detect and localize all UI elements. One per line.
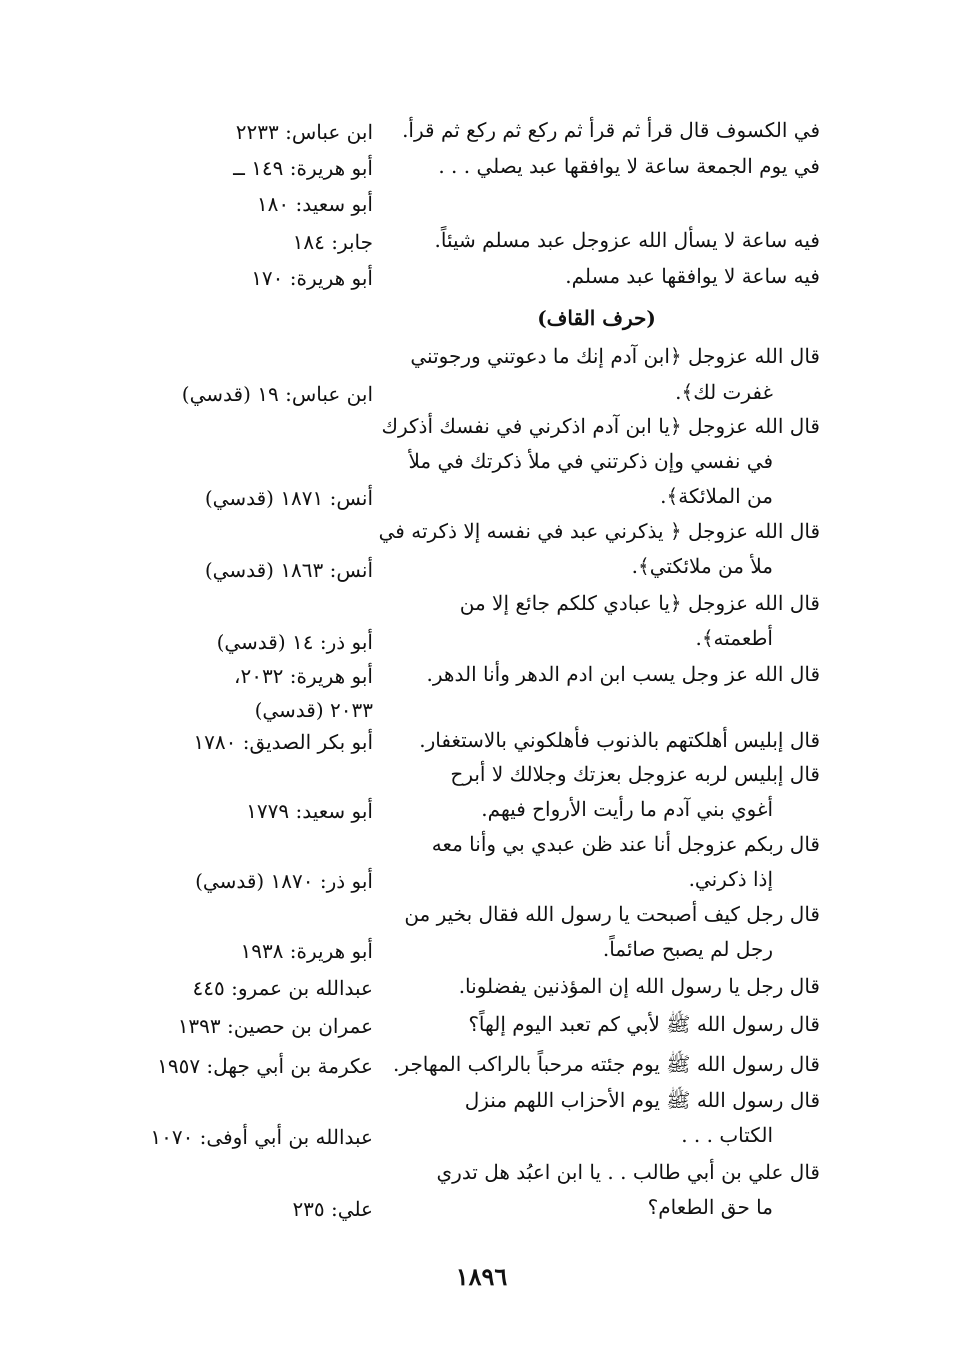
reference-entry: جابر: ١٨٤ <box>292 230 373 254</box>
reference-entry: عبدالله بن عمرو: ٤٤٥ <box>192 976 373 1000</box>
text-line: قال الله عزوجل ﴿يا عبادي كلكم جائع إلا من <box>459 591 820 615</box>
reference-entry: أبو هريرة: ١٧٠ <box>251 266 373 290</box>
text-line: في يوم الجمعة ساعة لا يوافقها عبد يصلي . . . <box>438 154 820 178</box>
text-line: قال علي بن أبي طالب . . يا ابن اعبُد هل تدري <box>436 1160 820 1184</box>
text-line: في الكسوف قال قرأ ثم قرأ ثم ركع ثم ركع ثم قرأ. <box>402 118 820 142</box>
reference-entry: أبو هريرة: ١٩٣٨ <box>240 939 373 963</box>
text-line: أطعمته﴾. <box>695 626 773 650</box>
text-line: قال ربكم عزوجل أنا عند ظن عبدي بي وأنا معه <box>431 832 820 856</box>
text-line: قال الله عزوجل ﴿ يذكرني عبد في نفسه إلا ذكرته في <box>378 519 820 543</box>
reference-entry: ابن عباس: ١٩ (قدسي) <box>181 382 373 406</box>
text-line: إذا ذكرني. <box>688 867 773 891</box>
text-line: أغوي بني آدم ما رأيت الأرواح فيهم. <box>481 797 773 821</box>
text-line: قال رسول الله ﷺ يوم الأحزاب اللهم منزل <box>464 1088 820 1112</box>
reference-entry: علي: ٢٣٥ <box>292 1197 373 1221</box>
reference-entry: عكرمة بن أبي جهل: ١٩٥٧ <box>157 1054 373 1078</box>
reference-entry: عمران بن حصين: ١٣٩٣ <box>177 1014 373 1038</box>
reference-entry: أبو هريرة: ١٤٩ ــ <box>233 156 373 180</box>
text-line: قال إبليس لربه عزوجل بعزتك وجلالك لا أبرح <box>450 762 820 786</box>
text-line: قال الله عزوجل ﴿يا ابن آدم اذكرني في نفسك أذكرك <box>381 414 820 438</box>
reference-entry: ابن عباس: ٢٢٣٣ <box>235 120 373 144</box>
text-line: قال الله عز وجل يسب ابن ادم الدهر وأنا الدهر. <box>426 662 820 686</box>
reference-entry: أبو هريرة: ٢٠٣٢، <box>233 664 373 688</box>
reference-entry: أنس: ١٨٧١ (قدسي) <box>204 486 373 510</box>
text-line: قال الله عزوجل ﴿ابن آدم إنك ما دعوتني ورجوتني <box>410 344 820 368</box>
text-line: رجل لم يصبح صائماً. <box>602 937 773 961</box>
reference-entry: أنس: ١٨٦٣ (قدسي) <box>204 558 373 582</box>
text-line: قال رسول الله ﷺ يوم جئته مرحباً بالراكب المهاجر. <box>393 1052 820 1076</box>
reference-entry: أبو سعيد: ١٨٠ <box>256 192 373 216</box>
text-line: قال إبليس أهلكتهم بالذنوب فأهلكوني بالاستغفار. <box>419 728 820 752</box>
section-heading: (حرف القاف) <box>537 306 656 330</box>
text-line: ما حق الطعام؟ <box>647 1195 773 1219</box>
text-line: فيه ساعة لا يسأل الله عزوجل عبد مسلم شيئاً. <box>434 228 820 252</box>
reference-entry: أبو ذر: ١٨٧٠ (قدسي) <box>195 869 373 893</box>
reference-entry: أبو سعيد: ١٧٧٩ <box>246 799 373 823</box>
text-line: فيه ساعة لا يوافقها عبد مسلم. <box>565 264 820 288</box>
text-line: غفرت لك﴾. <box>675 380 773 404</box>
reference-entry: أبو بكر الصديق: ١٧٨٠ <box>193 730 373 754</box>
reference-entry: أبو ذر: ١٤ (قدسي) <box>216 630 373 654</box>
text-line: ملأ من ملائكتي﴾. <box>631 554 773 578</box>
page-number: ١٨٩٦ <box>455 1262 508 1291</box>
text-line: الكتاب . . . <box>681 1123 773 1147</box>
text-line: في نفسي وإن ذكرتني في ملأ ذكرتك في ملأ <box>408 449 773 473</box>
text-line: قال رسول الله ﷺ لأبي كم تعبد اليوم إلهاً؟ <box>468 1012 820 1036</box>
text-line: قال رجل كيف أصبحت يا رسول الله فقال بخير من <box>404 902 820 926</box>
reference-entry: ٢٠٣٣ (قدسي) <box>254 698 373 722</box>
text-line: قال رجل يا رسول الله إن المؤذنين يفضلونا. <box>458 974 820 998</box>
text-line: من الملائكة﴾. <box>660 484 773 508</box>
reference-entry: عبدالله بن أبي أوفى: ١٠٧٠ <box>150 1125 373 1149</box>
